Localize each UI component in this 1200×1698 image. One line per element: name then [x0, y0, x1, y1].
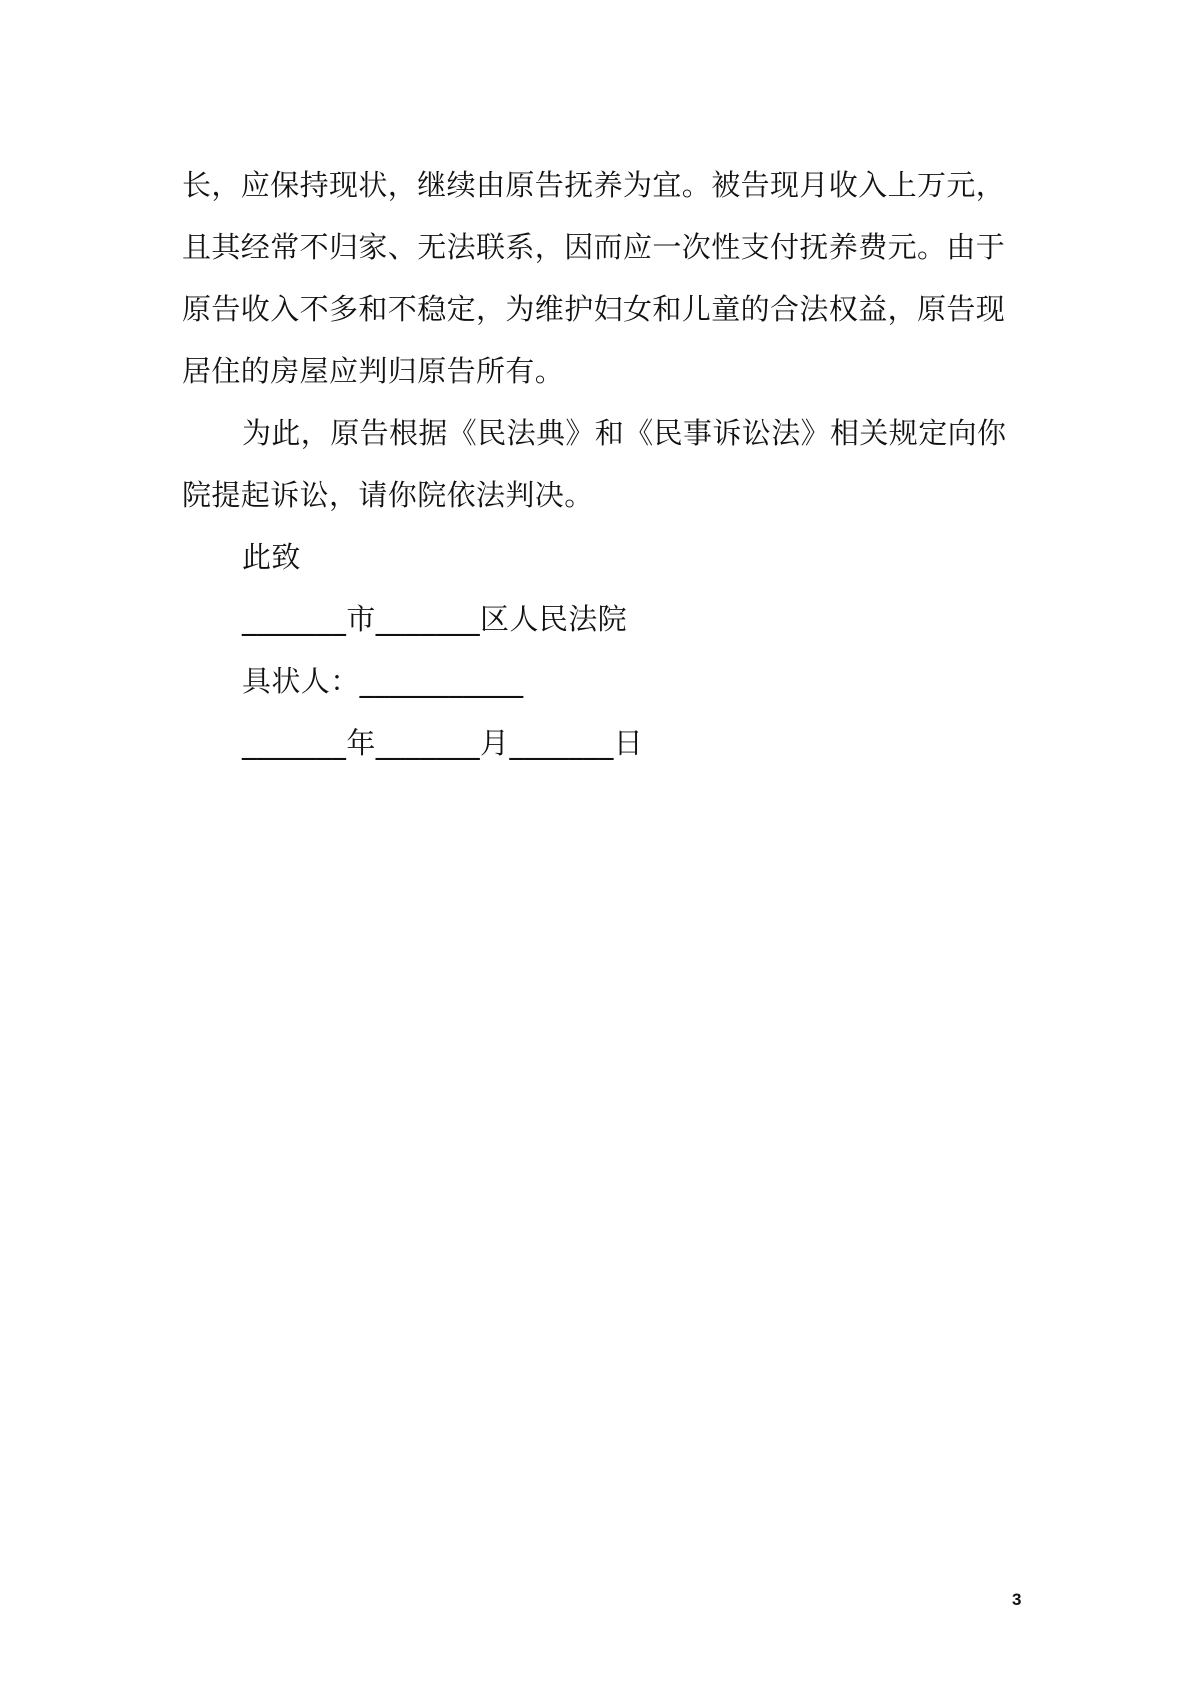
year-label: 年	[346, 726, 376, 760]
salutation	[182, 526, 1030, 588]
signature-label: 具状人：	[242, 664, 360, 698]
paragraph-line: 为此，原告根据《民法典》和《民事诉讼法》相关规定向你	[242, 416, 1007, 450]
date-line	[182, 712, 1030, 774]
document-body	[182, 154, 1030, 774]
paragraph-line: 原告收入不多和不稳定，为维护妇女和儿童的合法权益，原告现	[182, 292, 1006, 326]
page-number: 3	[1012, 1590, 1022, 1609]
district-court-label: 区人民法院	[480, 602, 628, 636]
paragraph-line: 且其经常不归家、无法联系，因而应一次性支付抚养费元。由于	[182, 230, 1006, 264]
signature-line	[182, 650, 1030, 712]
city-label: 市	[346, 602, 376, 636]
city-blank: _______	[242, 602, 347, 636]
salutation-text: 此致	[242, 540, 301, 574]
month-label: 月	[480, 726, 510, 760]
day-label: 日	[613, 726, 644, 760]
paragraph-line: 院提起诉讼，请你院依法判决。	[182, 478, 594, 512]
signature-blank: ___________	[359, 664, 524, 698]
court-address-line	[182, 588, 1030, 650]
paragraph-custody-and-property	[182, 154, 1030, 402]
year-blank: _______	[242, 726, 347, 760]
month-blank: _______	[375, 726, 481, 760]
paragraph-line: 长，应保持现状，继续由原告抚养为宜。被告现月收入上万元，	[182, 168, 1006, 202]
paragraph-legal-basis	[182, 402, 1030, 526]
district-blank: _______	[375, 602, 481, 636]
day-blank: _______	[509, 726, 614, 760]
paragraph-line: 居住的房屋应判归原告所有。	[182, 354, 565, 388]
